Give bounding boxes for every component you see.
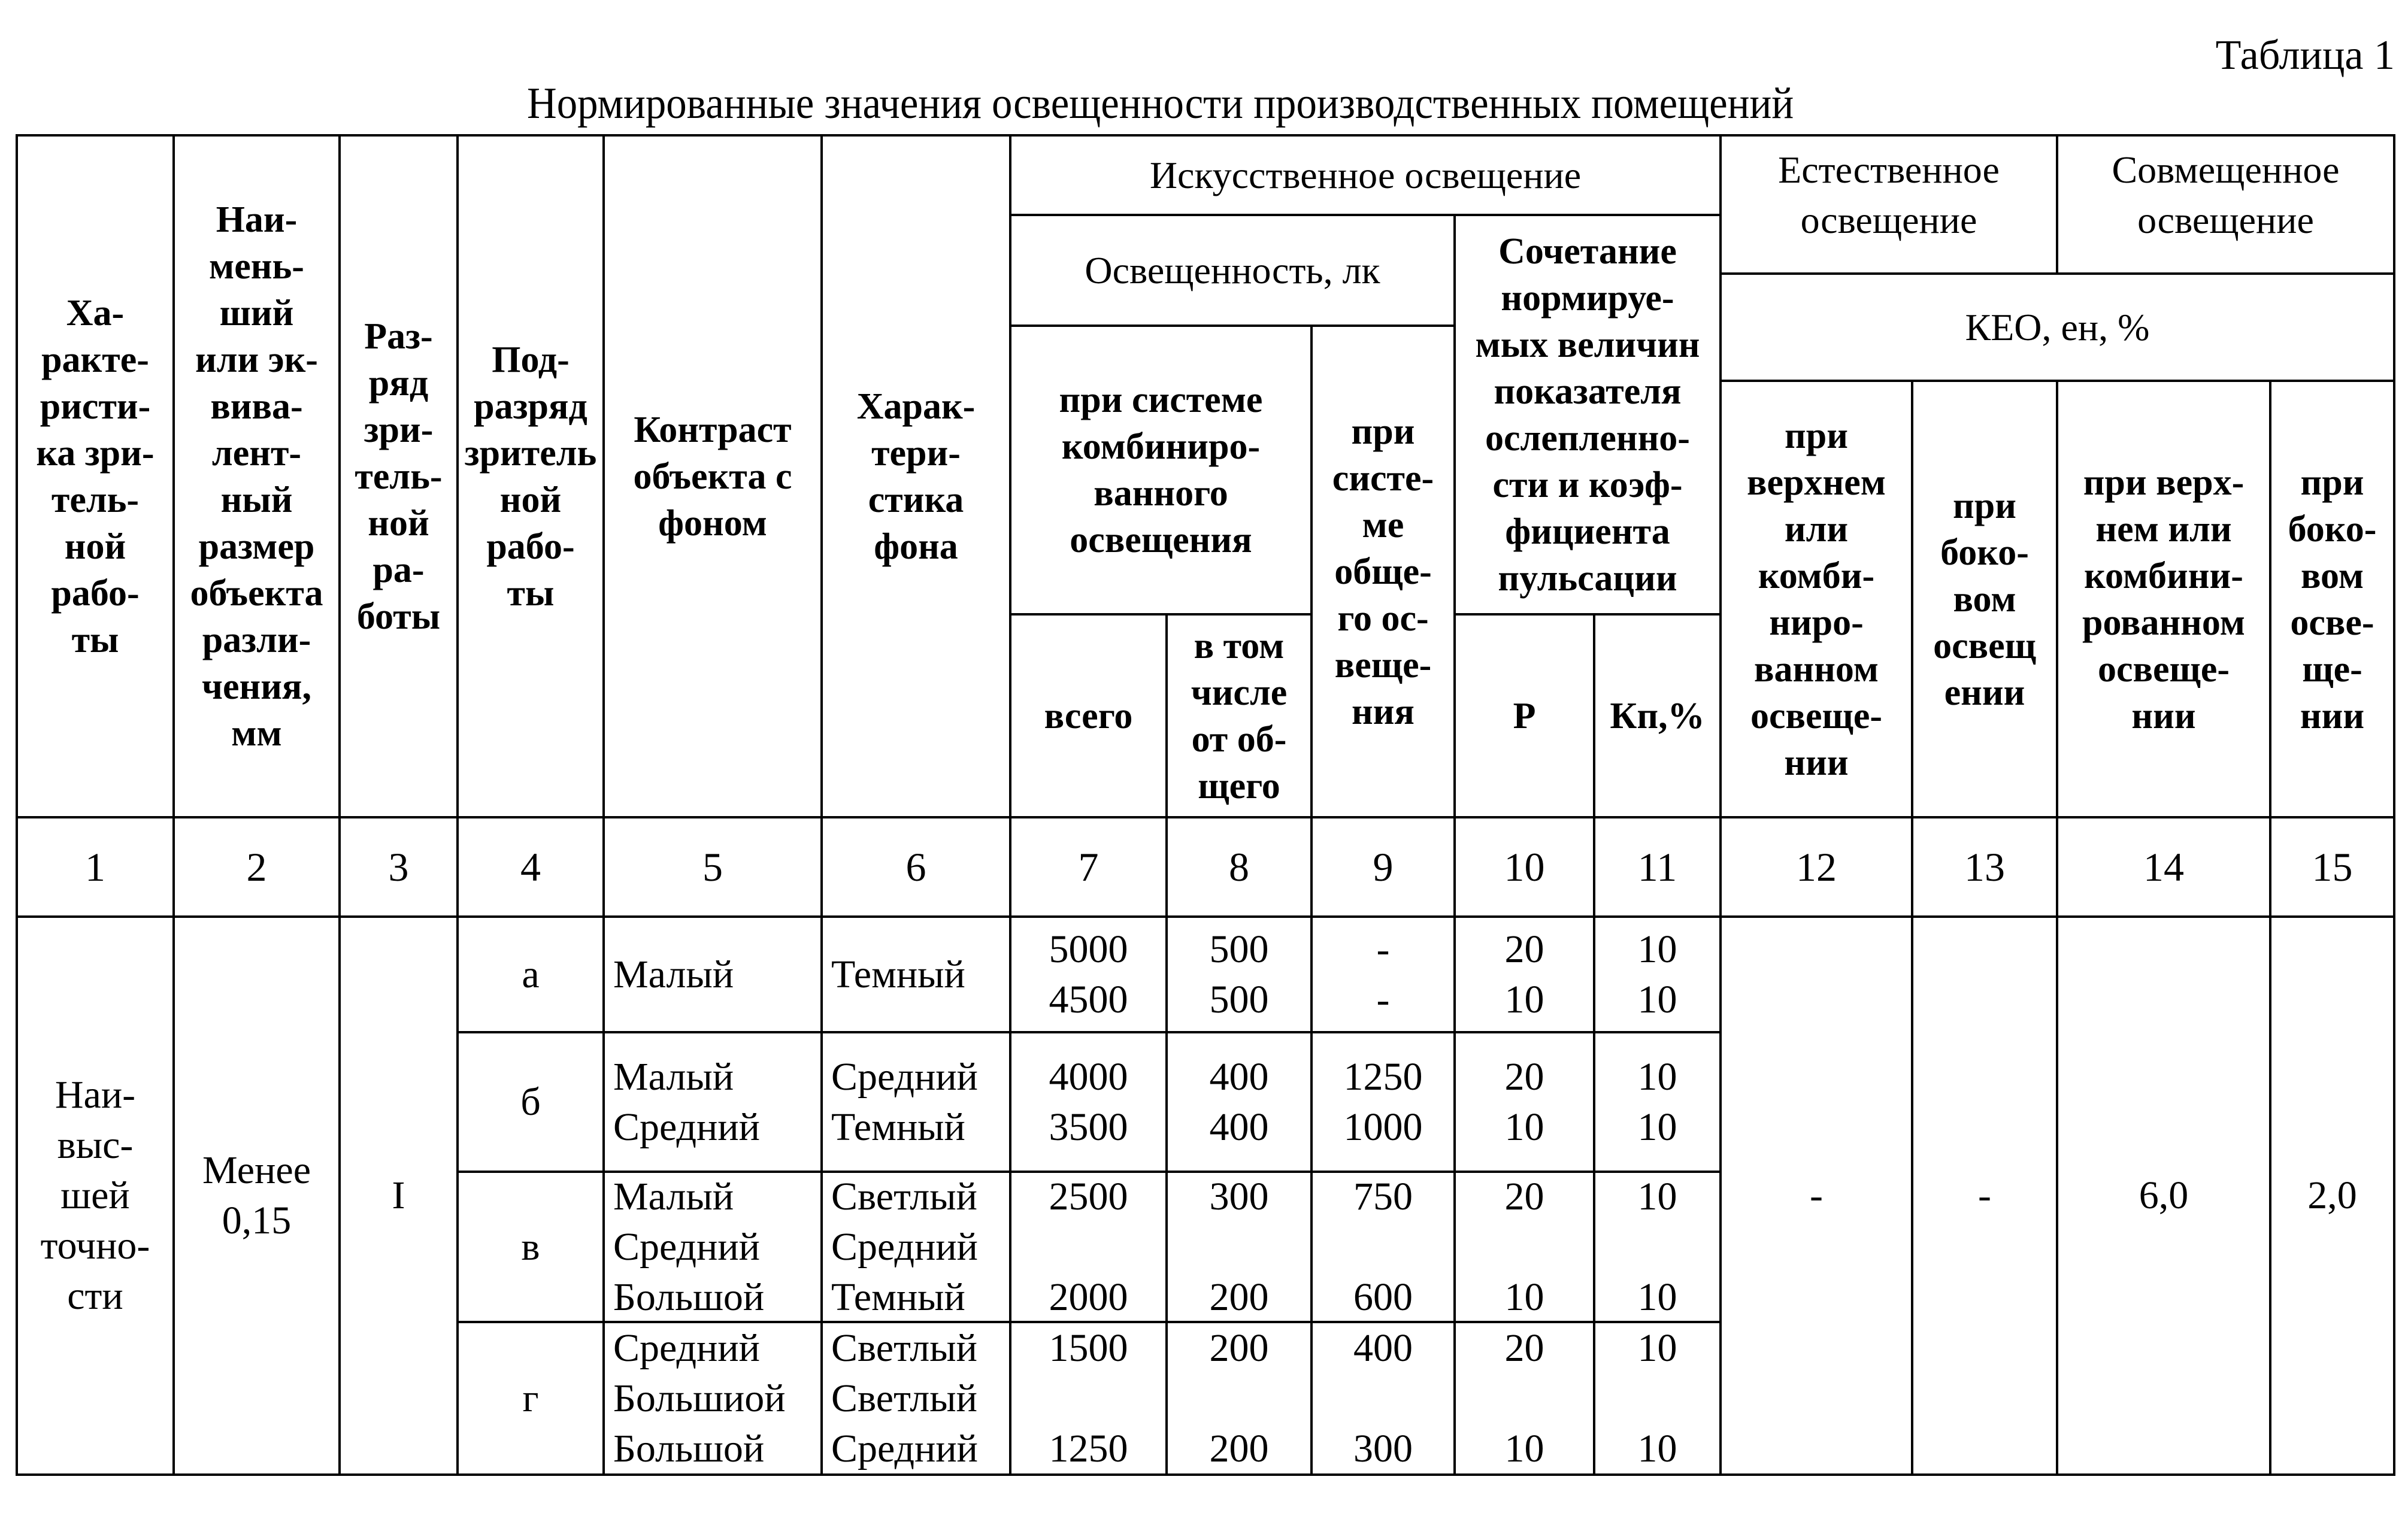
value-line: 5000 (1049, 927, 1128, 971)
subcategory-of-general (1165, 1321, 1313, 1476)
table-title: Нормированные значения освещенности производственных помещений (527, 79, 1794, 128)
value-line (1505, 1373, 1544, 1424)
object-size-value (172, 915, 341, 1476)
value-line: 400 (1209, 1054, 1269, 1099)
column-number (602, 816, 823, 918)
value-line: Светлый (831, 1376, 977, 1420)
subcategory-cell-text: б (520, 1080, 541, 1124)
column-number-text: 13 (1964, 844, 2005, 890)
value-line: 4500 (1049, 977, 1128, 1021)
kp-lines (1638, 1052, 1677, 1153)
value-line: 10 (1637, 1326, 1677, 1370)
value-line: 4000 (1049, 1054, 1128, 1099)
value-line: 600 (1353, 1275, 1413, 1319)
work-category-value-text: I (392, 1174, 405, 1217)
header-mixed-top (2056, 380, 2271, 818)
value-line: Темный (831, 1275, 965, 1319)
value-line: 10 (1504, 1275, 1544, 1319)
value-line: Средний (613, 1224, 760, 1269)
value-line: Средний (831, 1054, 978, 1099)
column-number (1310, 816, 1456, 918)
value-line (1210, 1222, 1269, 1272)
value-line: 200 (1209, 1275, 1269, 1319)
value-line: - (1376, 927, 1390, 971)
value-line: 400 (1209, 1105, 1269, 1149)
general-lines (1377, 924, 1390, 1025)
subcategory-cell (456, 915, 605, 1033)
header-of-general-text: в том числе от об- щего (1191, 625, 1288, 806)
work-characteristic-value (16, 915, 175, 1476)
column-number-text: 4 (520, 844, 541, 890)
column-number (2269, 816, 2395, 918)
value-line: Большой (613, 1275, 765, 1319)
value-line: 500 (1209, 927, 1269, 971)
value-line: 10 (1504, 977, 1544, 1021)
header-glare-pulsation (1453, 214, 1722, 615)
background-lines (831, 950, 965, 1000)
value-line: 1500 (1049, 1326, 1128, 1370)
header-contrast-text: Контраст объекта с фоном (633, 409, 792, 544)
subcategory-of-general (1165, 915, 1313, 1033)
mixed-side-value-text: 2,0 (2307, 1174, 2357, 1217)
value-line (1049, 1373, 1128, 1424)
header-combined-system-text: при системе комбиниро- ванного освещения (1059, 380, 1263, 560)
work-category-value (338, 915, 459, 1476)
value-line: 300 (1209, 1174, 1269, 1218)
column-number-text: 9 (1373, 844, 1394, 890)
value-line: 300 (1353, 1426, 1413, 1470)
kp-lines (1638, 1323, 1677, 1474)
of-general-lines (1210, 924, 1269, 1025)
value-line: 400 (1353, 1326, 1413, 1370)
value-line: Большиой (613, 1376, 786, 1420)
of-general-lines (1210, 1323, 1269, 1474)
subcategory-general (1310, 1321, 1456, 1476)
value-line: Средний (831, 1426, 978, 1470)
value-line: Малый (613, 952, 734, 996)
subcategory-general (1310, 915, 1456, 1033)
header-work-category-text: Раз- ряд зри- тель- ной ра- боты (355, 316, 443, 637)
subcategory-contrast (602, 1171, 823, 1323)
value-line: 500 (1209, 977, 1269, 1021)
background-lines (831, 1172, 978, 1323)
header-work-characteristic-text: Ха- ракте- ристи- ка зри- тель- ной рабо- ты (36, 292, 155, 660)
value-line: - (1376, 977, 1390, 1021)
header-kp-text: Кп,% (1610, 695, 1705, 736)
contrast-lines (613, 1052, 760, 1153)
header-work-characteristic (16, 134, 175, 818)
column-number (1593, 816, 1722, 918)
column-number (1453, 816, 1595, 918)
column-number-text: 14 (2143, 844, 2184, 890)
total-lines (1049, 1323, 1128, 1474)
value-line: 1250 (1049, 1426, 1128, 1470)
natural-side-value-text: - (1978, 1174, 1991, 1217)
value-line: 10 (1504, 1105, 1544, 1149)
header-artificial-lighting-text: Искусственное освещение (1149, 153, 1582, 196)
subcategory-p (1453, 1321, 1595, 1476)
natural-top-value-text: - (1810, 1174, 1823, 1217)
header-background (820, 134, 1011, 818)
value-line: Средний (831, 1224, 978, 1269)
value-line: Малый (613, 1054, 734, 1099)
header-object-size (172, 134, 341, 818)
kp-lines (1638, 1172, 1677, 1323)
subcategory-general (1310, 1031, 1456, 1173)
value-line: Средний (613, 1105, 760, 1149)
header-combined-system (1009, 325, 1313, 615)
subcategory-total (1009, 1321, 1168, 1476)
header-mixed-side (2269, 380, 2395, 818)
background-lines (831, 1323, 978, 1474)
contrast-lines (613, 950, 734, 1000)
of-general-lines (1210, 1172, 1269, 1323)
column-number (1719, 816, 1913, 918)
subcategory-of-general (1165, 1031, 1313, 1173)
value-line: 200 (1209, 1426, 1269, 1470)
header-natural-lighting-text: Естественное освещение (1778, 148, 2000, 241)
value-line: 20 (1504, 1326, 1544, 1370)
value-line (1049, 1222, 1128, 1272)
subcategory-background (820, 1171, 1011, 1323)
header-artificial-lighting (1009, 134, 1722, 216)
value-line: Средний (613, 1326, 760, 1370)
column-number-text: 8 (1229, 844, 1249, 890)
header-total (1009, 613, 1168, 818)
value-line: 10 (1637, 1054, 1677, 1099)
subcategory-background (820, 1321, 1011, 1476)
subcategory-cell (456, 1031, 605, 1173)
mixed-side-value (2269, 915, 2395, 1476)
work-characteristic-value-text: Наи- выс- шей точно- сти (40, 1073, 150, 1318)
value-line: 2000 (1049, 1275, 1128, 1319)
header-object-size-text: Наи- мень- ший или эк- вива- лент- ный размер объекта разли- чения, мм (190, 199, 323, 754)
header-illuminance (1009, 214, 1456, 327)
subcategory-cell-text: в (521, 1224, 540, 1269)
background-lines (831, 1052, 978, 1153)
header-natural-top (1719, 380, 1913, 818)
subcategory-kp (1593, 1031, 1722, 1173)
column-number-text: 3 (388, 844, 409, 890)
p-lines (1505, 1323, 1544, 1474)
header-keo (1719, 272, 2395, 382)
general-lines (1353, 1323, 1413, 1474)
header-combined-lighting-text: Совмещенное освещение (2112, 148, 2340, 241)
header-background-text: Харак- тери- стика фона (856, 386, 976, 567)
value-line: 10 (1637, 927, 1677, 971)
column-number-text: 6 (905, 844, 926, 890)
p-lines (1505, 1172, 1544, 1323)
header-natural-side-text: при боко- вом освещ ении (1933, 485, 2036, 713)
header-work-category (338, 134, 459, 818)
column-number (1009, 816, 1168, 918)
header-natural-lighting (1719, 134, 2058, 275)
value-line: 10 (1637, 1275, 1677, 1319)
column-number-text: 7 (1078, 844, 1099, 890)
total-lines (1049, 1172, 1128, 1323)
value-line: 10 (1637, 977, 1677, 1021)
general-lines (1353, 1172, 1413, 1323)
value-line (1210, 1373, 1269, 1424)
column-number-text: 10 (1504, 844, 1545, 890)
header-general-system-text: при систе- ме обще- го ос- веще- ния (1332, 411, 1434, 732)
value-line: 2500 (1049, 1174, 1128, 1218)
column-number-text: 5 (702, 844, 723, 890)
mixed-top-value (2056, 915, 2271, 1476)
header-p-text: Р (1513, 695, 1536, 736)
header-general-system (1310, 325, 1456, 818)
value-line: Темный (831, 1105, 965, 1149)
subcategory-cell-text: а (522, 952, 540, 996)
contrast-lines (613, 1172, 764, 1323)
p-lines (1505, 1052, 1544, 1153)
header-illuminance-text: Освещенность, лк (1085, 248, 1380, 292)
column-number (1911, 816, 2058, 918)
value-line: 20 (1504, 1054, 1544, 1099)
kp-lines (1638, 924, 1677, 1025)
header-mixed-top-text: при верх- нем или комбини- рованном освеще- нии (2082, 462, 2245, 736)
subcategory-kp (1593, 1321, 1722, 1476)
value-line (1353, 1222, 1413, 1272)
subcategory-total (1009, 1031, 1168, 1173)
column-number (172, 816, 341, 918)
header-contrast (602, 134, 823, 818)
object-size-value-text: Менее 0,15 (202, 1148, 311, 1242)
value-line (1638, 1373, 1677, 1424)
subcategory-background (820, 1031, 1011, 1173)
value-line: 20 (1504, 927, 1544, 971)
p-lines (1505, 924, 1544, 1025)
value-line: 20 (1504, 1174, 1544, 1218)
total-lines (1049, 924, 1128, 1025)
header-combined-lighting (2056, 134, 2395, 275)
value-line: Большой (613, 1426, 765, 1470)
value-line: 200 (1209, 1326, 1269, 1370)
mixed-top-value-text: 6,0 (2139, 1174, 2189, 1217)
column-number-text: 1 (85, 844, 105, 890)
general-lines (1344, 1052, 1423, 1153)
subcategory-kp (1593, 1171, 1722, 1323)
header-kp (1593, 613, 1722, 818)
subcategory-contrast (602, 1321, 823, 1476)
natural-side-value (1911, 915, 2058, 1476)
value-line (1505, 1222, 1544, 1272)
column-number (2056, 816, 2271, 918)
value-line: 3500 (1049, 1105, 1128, 1149)
column-number (338, 816, 459, 918)
header-natural-side (1911, 380, 2058, 818)
subcategory-background (820, 915, 1011, 1033)
subcategory-contrast (602, 915, 823, 1033)
subcategory-cell-text: г (522, 1376, 539, 1420)
value-line: 10 (1637, 1174, 1677, 1218)
value-line: 1250 (1343, 1054, 1423, 1099)
value-line: 1000 (1343, 1105, 1423, 1149)
natural-top-value (1719, 915, 1913, 1476)
subcategory-cell (456, 1321, 605, 1476)
subcategory-p (1453, 1031, 1595, 1173)
subcategory-cell (456, 1171, 605, 1323)
value-line: Малый (613, 1174, 734, 1218)
column-number (1165, 816, 1313, 918)
column-number-text: 12 (1796, 844, 1837, 890)
subcategory-kp (1593, 915, 1722, 1033)
header-total-text: всего (1044, 695, 1133, 736)
subcategory-of-general (1165, 1171, 1313, 1323)
value-line: Светлый (831, 1174, 977, 1218)
value-line (1353, 1373, 1413, 1424)
subcategory-contrast (602, 1031, 823, 1173)
value-line: Светлый (831, 1326, 977, 1370)
column-number (456, 816, 605, 918)
value-line: 10 (1637, 1105, 1677, 1149)
value-line: Темный (831, 952, 965, 996)
header-mixed-side-text: при боко- вом осве- ще- нии (2288, 462, 2377, 736)
header-work-subcategory-text: Под- разряд зритель ной рабо- ты (464, 339, 597, 614)
value-line: 750 (1353, 1174, 1413, 1218)
total-lines (1049, 1052, 1128, 1153)
value-line: 10 (1637, 1426, 1677, 1470)
subcategory-p (1453, 915, 1595, 1033)
value-line (1638, 1222, 1677, 1272)
column-number-text: 11 (1637, 844, 1677, 890)
header-p (1453, 613, 1595, 818)
header-keo-text: КЕО, ен, % (1965, 305, 2150, 348)
subcategory-p (1453, 1171, 1595, 1323)
of-general-lines (1210, 1052, 1269, 1153)
header-natural-top-text: при верхнем или комби- ниро- ванном освеще- нии (1747, 415, 1886, 783)
subcategory-total (1009, 1171, 1168, 1323)
header-of-general (1165, 613, 1313, 818)
table-number: Таблица 1 (2215, 32, 2395, 78)
header-work-subcategory (456, 134, 605, 818)
subcategory-total (1009, 915, 1168, 1033)
column-number (820, 816, 1011, 918)
column-number-text: 2 (246, 844, 267, 890)
column-number-text: 15 (2312, 844, 2353, 890)
header-glare-pulsation-text: Сочетание нормируе- мых величин показателя ослепленно- сти и коэф- фициента пульсации (1475, 231, 1700, 599)
subcategory-general (1310, 1171, 1456, 1323)
value-line: 10 (1504, 1426, 1544, 1470)
column-number (16, 816, 175, 918)
contrast-lines (613, 1323, 786, 1474)
